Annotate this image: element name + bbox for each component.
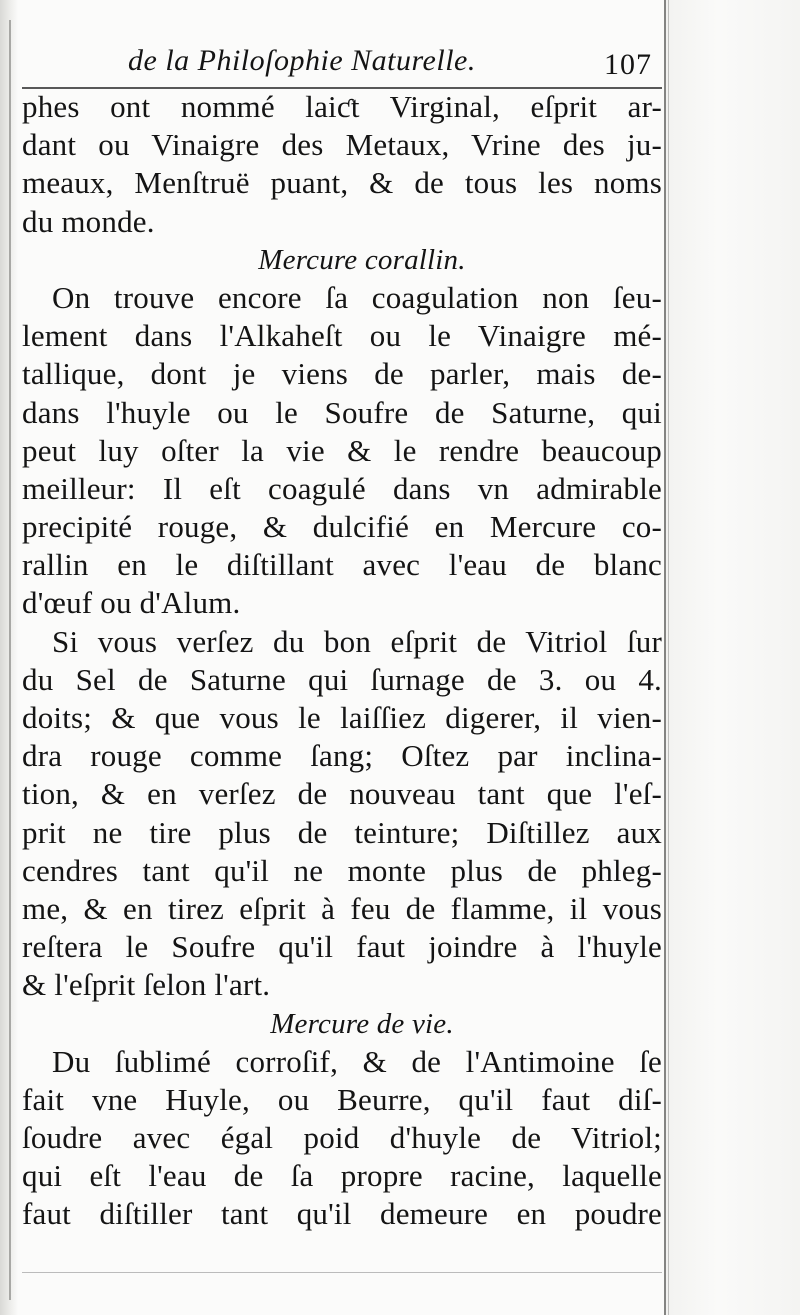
running-head: de la Philoſophie Naturelle. (128, 44, 476, 77)
text-line: Du ſublimé corroſif, & de l'Antimoine ſe (52, 1043, 662, 1079)
page-edge-line-inner (668, 0, 669, 1315)
text-line: phes ont nommé laiƈt Virginal, eſprit ar- (22, 89, 662, 124)
text-line: dra rouge comme ſang; Oſtez par inclina- (22, 738, 662, 774)
section-heading: Mercure de vie. (270, 1007, 454, 1040)
text-line: reſtera le Soufre qu'il faut joindre à l'huyle (22, 929, 662, 965)
text-line: lement dans l'Alkaheſt ou le Vinaigre mé- (22, 318, 662, 354)
text-line: ſoudre avec égal poid d'huyle de Vitriol; (22, 1120, 662, 1156)
text-line: dant ou Vinaigre des Metaux, Vrine des ju- (22, 127, 662, 163)
text-line: doits; & que vous le laiſſiez digerer, il vien- (22, 700, 662, 735)
bottom-edge-shadow (22, 1272, 662, 1273)
text-line: meilleur: Il eſt coagulé dans vn admirable (22, 470, 662, 506)
text-line: dans l'huyle ou le Soufre de Saturne, qui (22, 394, 662, 430)
text-line: tion, & en verſez de nouveau tant que l'eſ- (22, 776, 662, 812)
section-heading: Mercure corallin. (258, 243, 466, 276)
text-line: Si vous verſez du bon eſprit de Vitriol ſur (52, 623, 662, 659)
body-text (22, 88, 662, 1234)
text-line: meaux, Menſtruë puant, & de tous les noms (22, 165, 662, 201)
next-leaf-edge (664, 0, 800, 1315)
text-line: faut diſtiller tant qu'il demeure en poudre (22, 1196, 662, 1232)
text-line: cendres tant qu'il ne monte plus de phleg- (22, 852, 662, 888)
text-line: On trouve encore ſa coagulation non ſeu- (52, 279, 662, 315)
page-number: 107 (604, 48, 652, 81)
text-line: du Sel de Saturne qui ſurnage de 3. ou 4. (22, 661, 662, 697)
gutter-shadow-line (9, 20, 11, 1300)
text-line: precipité rouge, & dulcifié en Mercure co- (22, 509, 662, 545)
text-line: & l'eſprit ſelon l'art. (22, 967, 271, 1003)
text-line: me, & en tirez eſprit à feu de flamme, il vous (22, 890, 662, 926)
text-line: rallin en le diſtillant avec l'eau de blanc (22, 547, 662, 583)
text-line: fait vne Huyle, ou Beurre, qu'il faut diſ- (22, 1081, 662, 1117)
text-line: du monde. (22, 203, 155, 239)
text-line: qui eſt l'eau de ſa propre racine, laquelle (22, 1158, 662, 1194)
text-line: d'œuf ou d'Alum. (22, 585, 241, 621)
text-line: tallique, dont je viens de parler, mais de- (22, 356, 662, 392)
text-line: prit ne tire plus de teinture; Diſtillez aux (22, 814, 662, 850)
text-line: peut luy oſter la vie & le rendre beaucoup (22, 432, 662, 468)
page-edge-line (664, 0, 666, 1315)
